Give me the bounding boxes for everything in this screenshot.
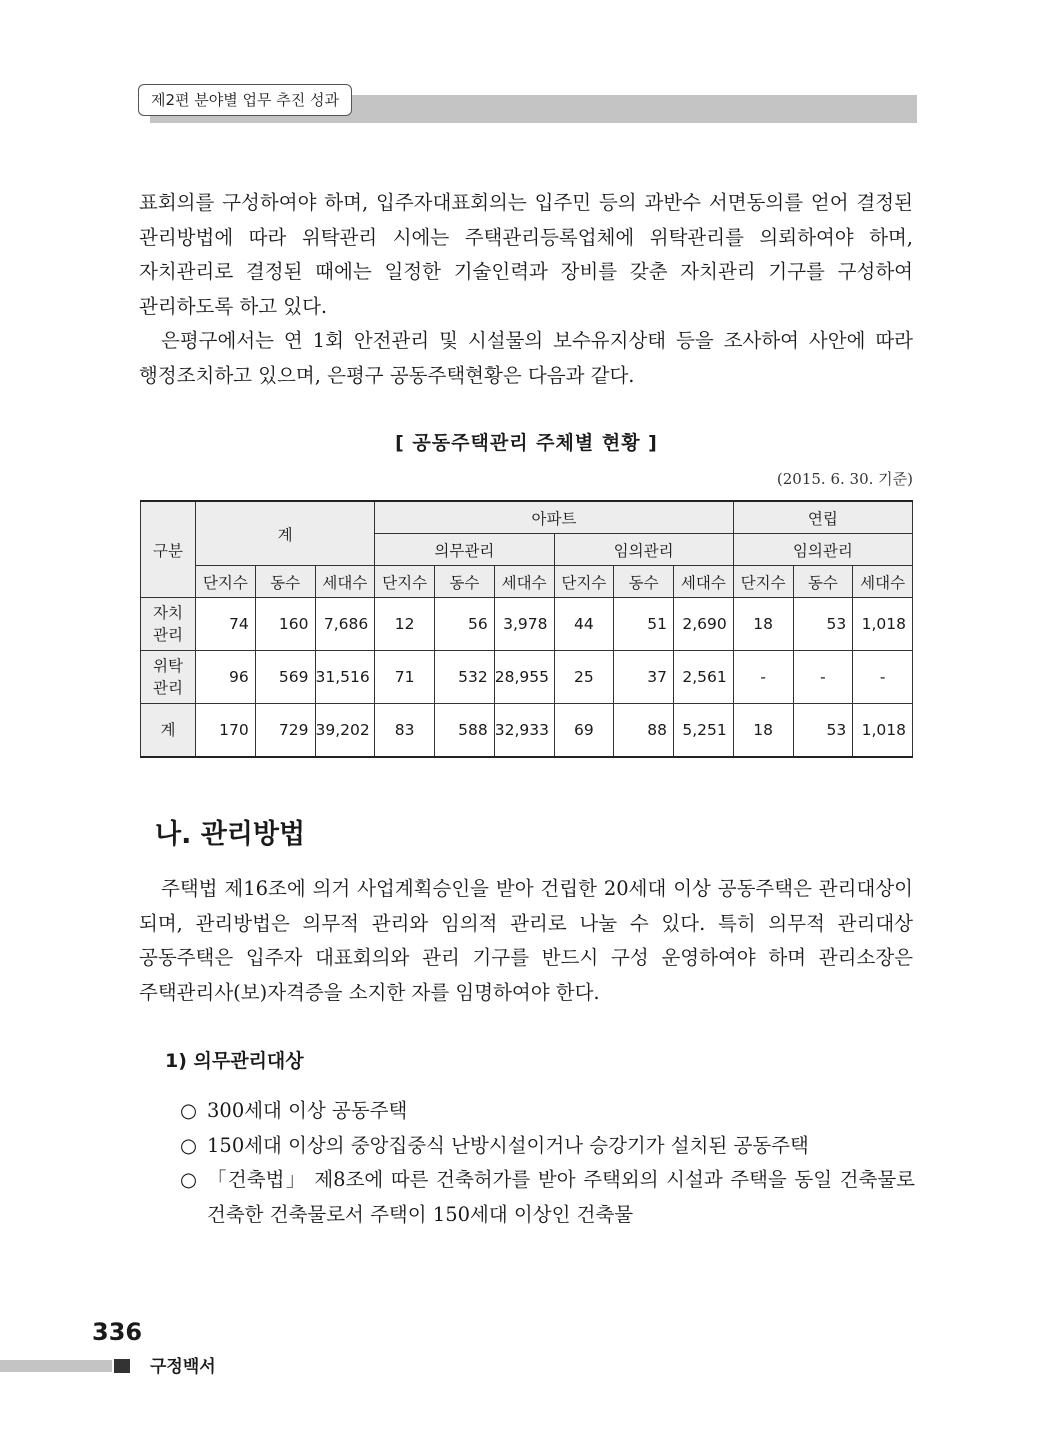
table-row xyxy=(141,598,913,651)
subheader-cell: 세대수 xyxy=(674,566,734,598)
table-cell: 53 xyxy=(793,704,853,758)
table-cell: 39,202 xyxy=(315,704,375,758)
subheader-cell: 단지수 xyxy=(554,566,614,598)
footer-bar xyxy=(0,1360,112,1372)
bullet-circle-icon: ○ xyxy=(180,1168,198,1191)
subheader-cell: 세대수 xyxy=(494,566,554,598)
section-heading: 나. 관리방법 xyxy=(155,819,306,850)
table-cell: 532 xyxy=(435,651,495,704)
table-title: [ 공동주택관리 주체별 현황 ] xyxy=(395,432,658,454)
table-cell: 96 xyxy=(196,651,256,704)
subheader-cell: 세대수 xyxy=(853,566,913,598)
footer-square-icon xyxy=(114,1359,130,1373)
table-row xyxy=(141,651,913,704)
header-total: 계 xyxy=(196,501,375,566)
table-cell: 2,690 xyxy=(674,598,734,651)
table-cell: 71 xyxy=(375,651,435,704)
header-voluntary-row-house: 임의관리 xyxy=(733,534,912,566)
table-cell: 1,018 xyxy=(853,704,913,758)
table-cell: 74 xyxy=(196,598,256,651)
table-cell: 56 xyxy=(435,598,495,651)
sub-heading: 1) 의무관리대상 xyxy=(165,1050,304,1072)
header-row-house: 연립 xyxy=(733,501,912,534)
intro-paragraph-2: 은평구에서는 연 1회 안전관리 및 시설물의 보수유지상태 등을 조사하여 사안에 따라 행정조치하고 있으며, 은평구 공동주택현황은 다음과 같다. xyxy=(139,329,913,387)
table-cell: 18 xyxy=(733,598,793,651)
table-cell: 53 xyxy=(793,598,853,651)
table-cell: 51 xyxy=(614,598,674,651)
table-cell: 32,933 xyxy=(494,704,554,758)
table-cell: 44 xyxy=(554,598,614,651)
table-cell: 160 xyxy=(255,598,315,651)
section-paragraph: 주택법 제16조에 의거 사업계획승인을 받아 건립한 20세대 이상 공동주택은 관리대상이 되며, 관리방법은 의무적 관리와 임의적 관리로 나눌 수 있다. 특히 의무적 관리대상 공동주택은 입주자 대표회의와 관리 기구를 반드시 구성 운영하여야 하며 관리소장은 주택관리사(보)자격증을 소지한 자를 임명하여야 한다. xyxy=(139,877,913,1004)
subheader-cell: 단지수 xyxy=(375,566,435,598)
subheader-cell: 단지수 xyxy=(733,566,793,598)
table-cell: 7,686 xyxy=(315,598,375,651)
subheader-cell: 동수 xyxy=(435,566,495,598)
bullet-circle-icon: ○ xyxy=(180,1133,198,1157)
table-cell: - xyxy=(793,651,853,704)
table-cell: 1,018 xyxy=(853,598,913,651)
housing-management-table xyxy=(140,500,913,758)
table-cell: 12 xyxy=(375,598,435,651)
table-basis-date: (2015. 6. 30. 기준) xyxy=(776,470,913,488)
table-cell: 69 xyxy=(554,704,614,758)
page-number: 336 xyxy=(92,1318,143,1346)
table-cell: 569 xyxy=(255,651,315,704)
table-cell: 83 xyxy=(375,704,435,758)
subheader-cell: 동수 xyxy=(793,566,853,598)
table-cell: 18 xyxy=(733,704,793,758)
subheader-cell: 동수 xyxy=(614,566,674,598)
table-row-total xyxy=(141,704,913,758)
row-label: 계 xyxy=(141,704,196,758)
table-cell: 25 xyxy=(554,651,614,704)
table-cell: - xyxy=(733,651,793,704)
footer-label: 구정백서 xyxy=(150,1357,216,1377)
table-cell: 28,955 xyxy=(494,651,554,704)
table-cell: 88 xyxy=(614,704,674,758)
intro-paragraph-1: 표회의를 구성하여야 하며, 입주자대표회의는 입주민 등의 과반수 서면동의를 얻어 결정된 관리방법에 따라 위탁관리 시에는 주택관리등록업체에 위탁관리를 의뢰하여야 하며, 자치관리로 결정된 때에는 일정한 기술인력과 장비를 갖춘 자치관리 기구를 구성하여 관리하도록 하고 있다. xyxy=(139,191,913,318)
row-label: 위탁 관리 xyxy=(141,651,196,704)
row-label: 자치 관리 xyxy=(141,598,196,651)
header-mandatory: 의무관리 xyxy=(375,534,554,566)
subheader-cell: 세대수 xyxy=(315,566,375,598)
table-cell: 2,561 xyxy=(674,651,734,704)
table-cell: 729 xyxy=(255,704,315,758)
table-cell: 37 xyxy=(614,651,674,704)
table-cell: 5,251 xyxy=(674,704,734,758)
table-cell: 31,516 xyxy=(315,651,375,704)
list-item: ○ 150세대 이상의 중앙집중식 난방시설이거나 승강기가 설치된 공동주택 xyxy=(175,1129,915,1164)
header-apartment: 아파트 xyxy=(375,501,734,534)
header-category: 구분 xyxy=(141,501,196,598)
bullet-list xyxy=(175,1094,915,1232)
table-cell: 588 xyxy=(435,704,495,758)
header-voluntary: 임의관리 xyxy=(554,534,733,566)
list-item: ○ 300세대 이상 공동주택 xyxy=(175,1094,915,1129)
section-text xyxy=(139,872,913,1010)
intro-text xyxy=(139,186,913,393)
table-cell: 170 xyxy=(196,704,256,758)
table-cell: - xyxy=(853,651,913,704)
bullet-circle-icon: ○ xyxy=(180,1099,198,1122)
subheader-cell: 단지수 xyxy=(196,566,256,598)
chapter-tab: 제2편 분야별 업무 추진 성과 xyxy=(138,84,352,116)
list-item: ○ 「건축법」 제8조에 따른 건축허가를 받아 주택외의 시설과 주택을 동일 건축물로 건축한 건축물로서 주택이 150세대 이상인 건축물 xyxy=(175,1163,915,1232)
table-cell: 3,978 xyxy=(494,598,554,651)
subheader-cell: 동수 xyxy=(255,566,315,598)
